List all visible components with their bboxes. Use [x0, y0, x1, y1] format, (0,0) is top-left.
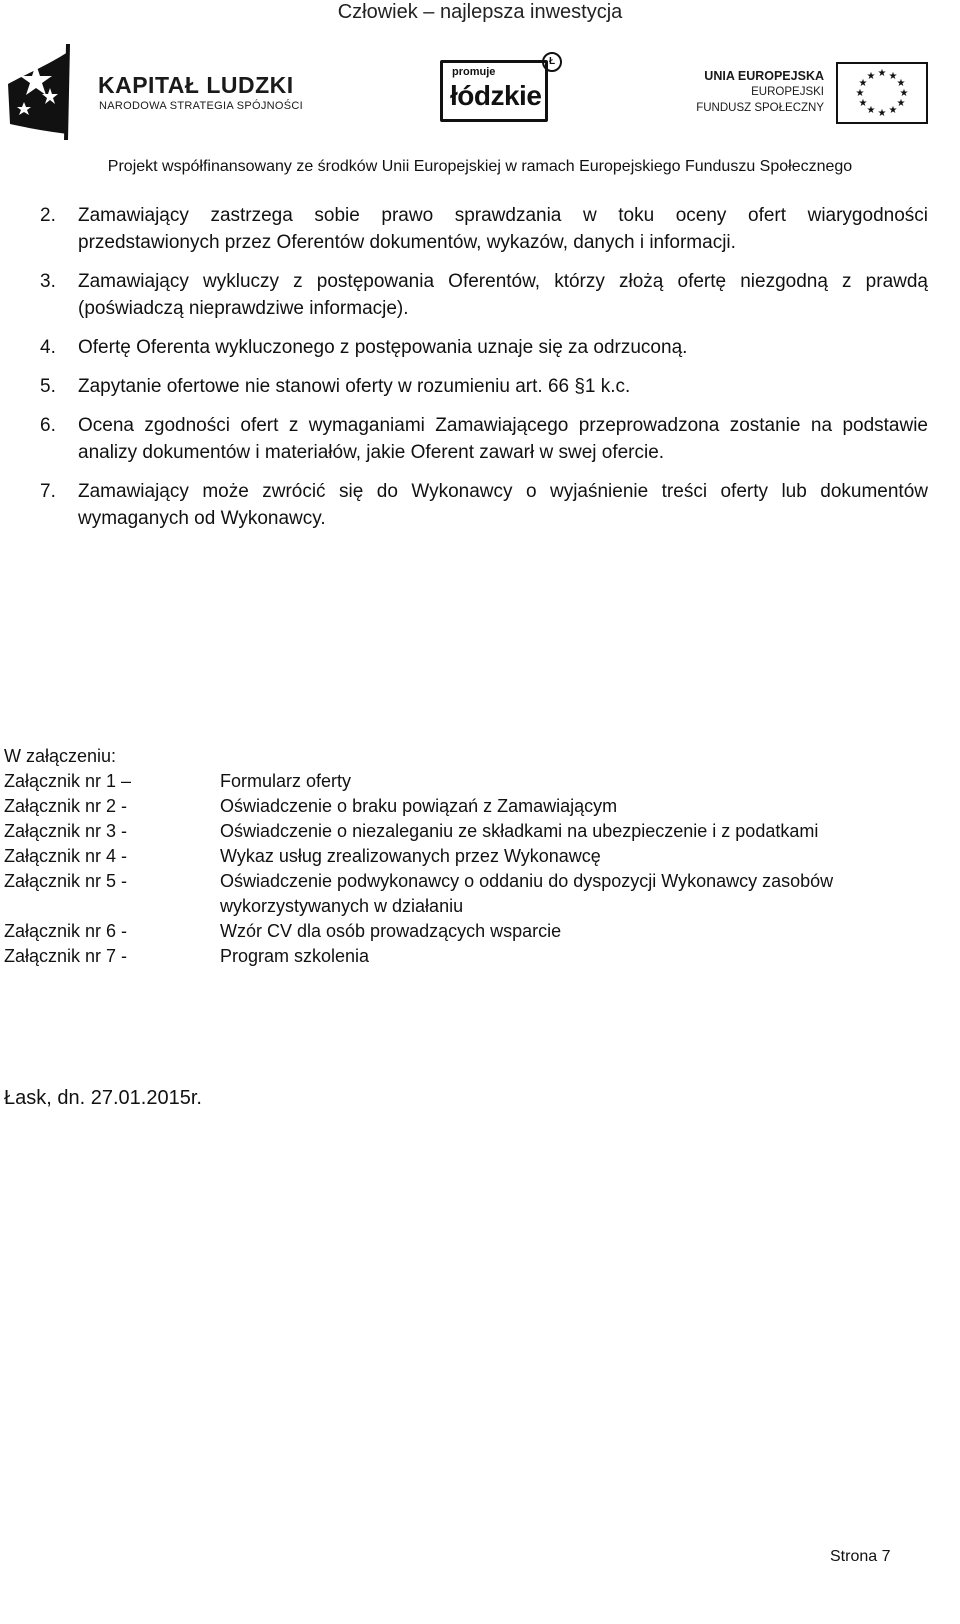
- svg-text:★: ★: [858, 78, 868, 89]
- list-item: [40, 202, 928, 256]
- list-item-number: 2.: [40, 205, 56, 226]
- attachment-row: [4, 844, 904, 869]
- eu-line-1: UNIA EUROPEJSKA: [704, 69, 824, 83]
- svg-text:★: ★: [896, 78, 906, 89]
- svg-text:★: ★: [896, 98, 906, 109]
- logo-bar: [0, 44, 960, 144]
- eu-logo-text: [696, 68, 824, 116]
- attachment-label: Załącznik nr 5 -: [4, 871, 128, 891]
- attachment-row: [4, 819, 904, 844]
- place-and-date: Łask, dn. 27.01.2015r.: [4, 1087, 202, 1109]
- conditions-list: [40, 202, 928, 544]
- attachment-row: [4, 769, 904, 794]
- eu-flag: [836, 62, 928, 124]
- svg-text:★: ★: [888, 105, 898, 116]
- attachment-description: Wykaz usług zrealizowanych przez Wykonawcę: [220, 846, 601, 866]
- attachment-row: [4, 944, 904, 969]
- eu-stars-icon: [838, 64, 926, 122]
- list-item-number: 4.: [40, 337, 56, 358]
- list-item-text: Zamawiający może zwrócić się do Wykonawcy o wyjaśnienie treści oferty lub dokumentów wymaganych od Wykonawcy.: [78, 481, 928, 529]
- list-item-number: 6.: [40, 415, 56, 436]
- list-item-text: Zamawiający wykluczy z postępowania Oferentów, którzy złożą ofertę niezgodną z prawdą (poświadczą nieprawdziwe informacje).: [78, 271, 928, 319]
- attachment-label: Załącznik nr 7 -: [4, 946, 128, 966]
- page-number: Strona 7: [830, 1548, 891, 1565]
- list-item: [40, 412, 928, 466]
- list-item: [40, 268, 928, 322]
- attachment-description: Oświadczenie o braku powiązań z Zamawiającym: [220, 796, 618, 816]
- list-item: [40, 478, 928, 532]
- svg-text:★: ★: [855, 88, 865, 99]
- attachment-label: Załącznik nr 1 –: [4, 771, 132, 791]
- attachments-list: [4, 769, 904, 969]
- svg-text:★: ★: [858, 98, 868, 109]
- svg-text:★: ★: [866, 71, 876, 82]
- promuje-lodzkie-logo: [440, 52, 570, 132]
- attachment-row: [4, 869, 904, 919]
- list-item-number: 7.: [40, 481, 56, 502]
- attachment-description: Oświadczenie podwykonawcy o oddaniu do dyspozycji Wykonawcy zasobów wykorzystywanych w działaniu: [220, 871, 834, 916]
- attachment-label: Załącznik nr 3 -: [4, 821, 128, 841]
- attachment-row: [4, 794, 904, 819]
- svg-text:★: ★: [877, 68, 887, 79]
- cofinancing-note: Projekt współfinansowany ze środków Unii Europejskiej w ramach Europejskiego Funduszu Społecznego: [107, 158, 853, 175]
- attachment-row: [4, 919, 904, 944]
- lodzkie-small-text: promuje: [452, 66, 496, 78]
- kapital-ludzki-logo: [6, 44, 306, 144]
- kapital-ludzki-subtitle: NARODOWA STRATEGIA SPÓJNOŚCI: [99, 100, 303, 112]
- attachments-heading: W załączeniu:: [4, 746, 117, 766]
- svg-text:★: ★: [888, 71, 898, 82]
- list-item-text: Zamawiający zastrzega sobie prawo sprawdzania w toku oceny ofert wiarygodności przedstawionych przez Oferentów dokumentów, wykazów, danych i informacji.: [78, 205, 928, 253]
- attachment-label: Załącznik nr 4 -: [4, 846, 128, 866]
- attachment-label: Załącznik nr 2 -: [4, 796, 128, 816]
- list-item-number: 5.: [40, 376, 56, 397]
- kapital-ludzki-star-icon: [6, 44, 96, 144]
- eu-line-2: EUROPEJSKI: [751, 86, 824, 98]
- attachment-description: Formularz oferty: [220, 771, 352, 791]
- list-item: [40, 334, 928, 361]
- kapital-ludzki-name: KAPITAŁ LUDZKI: [98, 72, 294, 98]
- eu-logo: [696, 62, 956, 134]
- lodzkie-circle-mark: Ł: [542, 52, 562, 72]
- attachment-label: Załącznik nr 6 -: [4, 921, 128, 941]
- attachment-description: Wzór CV dla osób prowadzących wsparcie: [220, 921, 562, 941]
- attachment-description: Program szkolenia: [220, 946, 370, 966]
- list-item: [40, 373, 928, 400]
- svg-text:★: ★: [866, 105, 876, 116]
- svg-text:★: ★: [877, 108, 887, 119]
- svg-text:★: ★: [899, 88, 909, 99]
- list-item-number: 3.: [40, 271, 56, 292]
- list-item-text: Ocena zgodności ofert z wymaganiami Zamawiającego przeprowadzona zostanie na podstawie analizy dokumentów i materiałów, jakie Oferent zawarł w swej ofercie.: [78, 415, 928, 463]
- eu-line-3: FUNDUSZ SPOŁECZNY: [696, 102, 824, 114]
- lodzkie-big-text: łódzkie: [450, 80, 542, 111]
- list-item-text: Ofertę Oferenta wykluczonego z postępowania uznaje się za odrzuconą.: [78, 337, 688, 358]
- header-title: Człowiek – najlepsza inwestycja: [337, 1, 623, 23]
- attachment-description: Oświadczenie o niezaleganiu ze składkami na ubezpieczenie i z podatkami: [220, 821, 819, 841]
- list-item-text: Zapytanie ofertowe nie stanowi oferty w rozumieniu art. 66 §1 k.c.: [78, 376, 631, 397]
